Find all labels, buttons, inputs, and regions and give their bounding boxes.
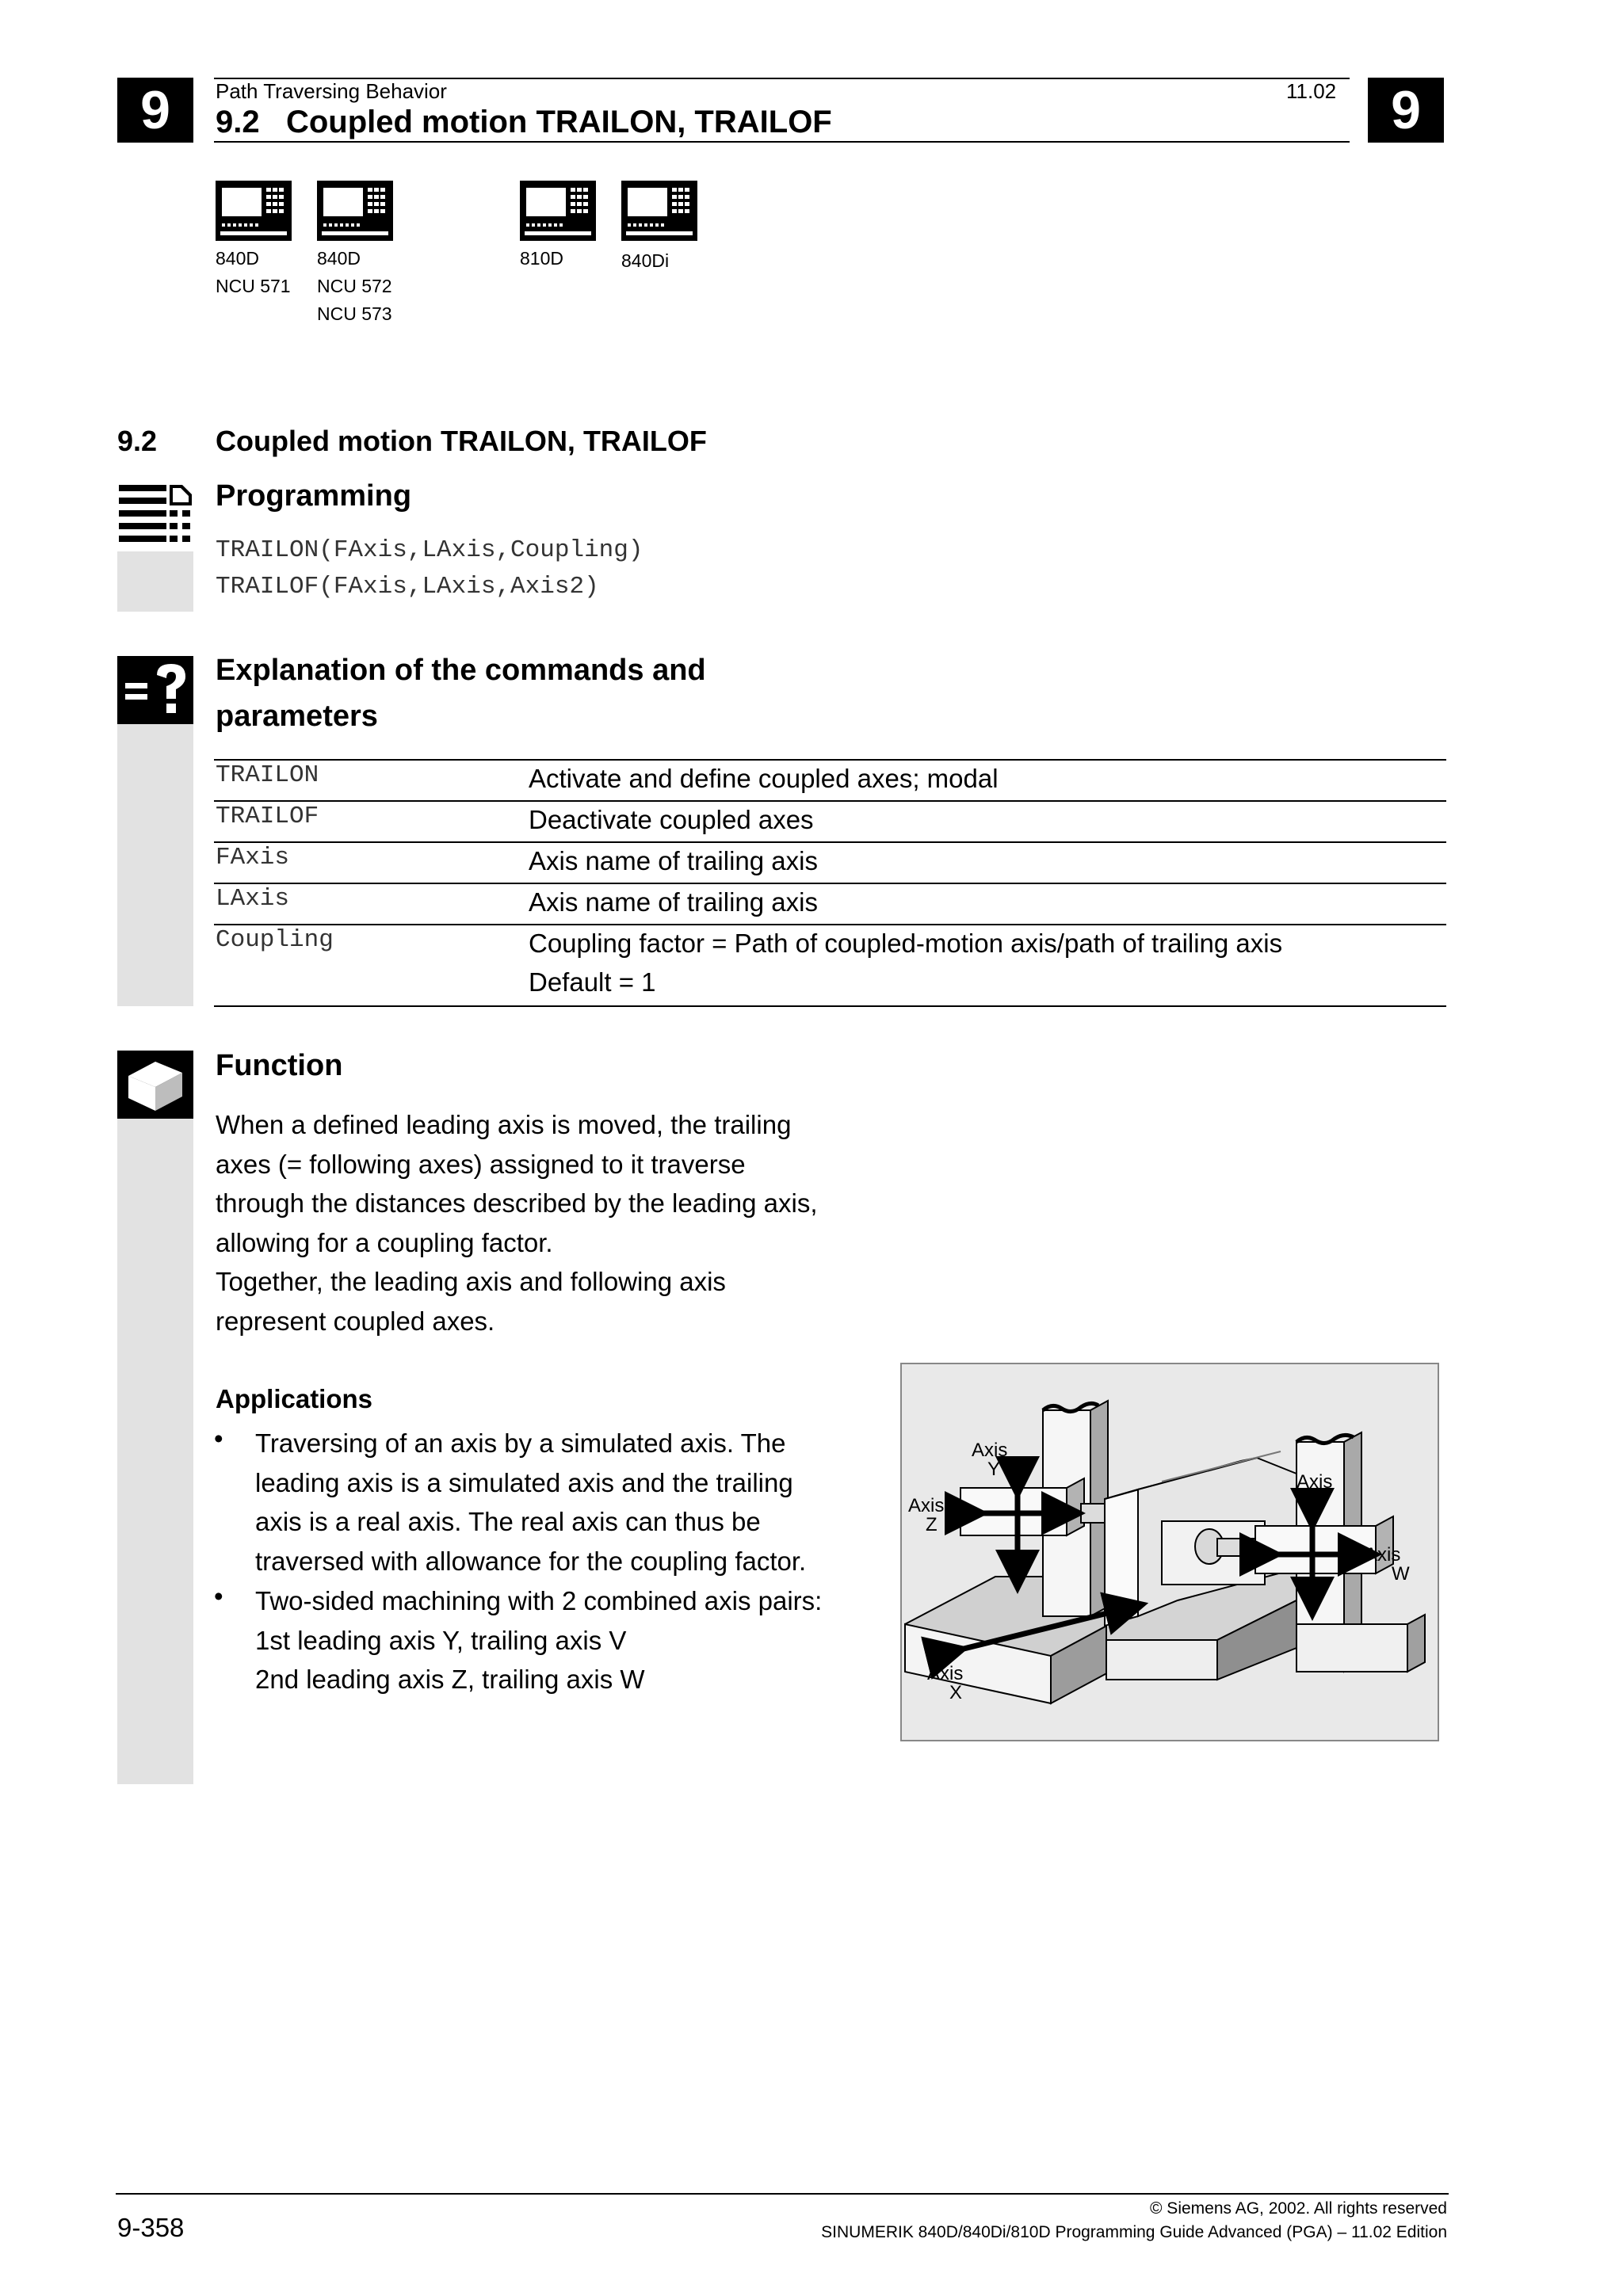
code-line-trailof: TRAILOF(FAxis,LAxis,Axis2) [216, 573, 599, 601]
page-number: 9-358 [117, 2213, 185, 2242]
axis-w-label-word: Axis [1365, 1544, 1401, 1566]
table-desc: Deactivate coupled axes [529, 805, 814, 834]
explanation-heading [216, 647, 706, 739]
explanation-icon [117, 656, 193, 724]
explanation-heading-line2: parameters [216, 700, 378, 733]
coupled-axes-figure [900, 1363, 1439, 1741]
code-line-trailon: TRAILON(FAxis,LAxis,Coupling) [216, 536, 643, 564]
axis-z-label-letter: Z [926, 1514, 938, 1535]
program-listing-icon [117, 482, 193, 551]
application-line: 1st leading axis Y, trailing axis V [255, 1625, 627, 1655]
control-monitor-icon [520, 181, 596, 241]
control-label: 840Di [621, 250, 670, 271]
axis-x-label-word: Axis [927, 1663, 964, 1684]
programming-heading: Programming [216, 479, 412, 513]
table-term: TRAILON [216, 761, 319, 789]
explanation-heading-line1: Explanation of the commands and [216, 654, 706, 687]
page-section-title: 9.2 Coupled motion TRAILON, TRAILOF [216, 105, 832, 139]
function-line: Together, the leading axis and following axis [216, 1267, 726, 1296]
copyright-text: © Siemens AG, 2002. All rights reserved [1150, 2199, 1447, 2218]
table-desc: Axis name of trailing axis [529, 887, 818, 917]
table-desc: Coupling factor = Path of coupled-motion axis/path of trailing axis [529, 929, 1283, 958]
function-line: through the distances described by the leading axis, [216, 1188, 818, 1218]
table-term: TRAILOF [216, 803, 319, 830]
application-line: axis is a real axis. The real axis can thus be [255, 1507, 761, 1536]
running-title: Path Traversing Behavior [216, 79, 447, 103]
table-rule [214, 883, 1446, 884]
footer-rule [116, 2193, 1449, 2195]
axis-v-label-letter: V [1317, 1490, 1331, 1512]
control-monitor-icon [621, 181, 697, 241]
control-label: 810D [520, 248, 563, 269]
function-line: allowing for a coupling factor. [216, 1227, 553, 1257]
right-slide-front [1255, 1526, 1376, 1573]
table-rule [214, 841, 1446, 843]
table-front [1106, 1640, 1217, 1680]
application-line: Two-sided machining with 2 combined axis pairs: [255, 1586, 823, 1615]
axis-x-label-letter: X [949, 1682, 963, 1703]
edition-label: 11.02 [1286, 79, 1337, 103]
right-base-side [1407, 1615, 1425, 1672]
control-label: 840D NCU 571 [216, 248, 291, 296]
chapter-number-right: 9 [1368, 78, 1444, 143]
function-line: axes (= following axes) assigned to it traverse [216, 1149, 746, 1179]
application-line: 2nd leading axis Z, trailing axis W [255, 1665, 645, 1694]
right-base-front [1296, 1624, 1407, 1672]
table-rule [214, 800, 1446, 802]
applications-heading: Applications [216, 1384, 373, 1413]
control-monitor-icon [317, 181, 393, 241]
function-cube-icon [117, 1051, 193, 1119]
application-item [255, 1424, 806, 1581]
bullet-marker: • [214, 1424, 223, 1453]
axis-y-label-word: Axis [972, 1440, 1008, 1461]
axis-v-label-word: Axis [1296, 1471, 1333, 1493]
function-line: When a defined leading axis is moved, the trailing [216, 1110, 792, 1139]
function-heading: Function [216, 1049, 343, 1082]
table-desc: Axis name of trailing axis [529, 846, 818, 875]
axis-y-label-letter: Y [987, 1459, 1001, 1480]
table-desc: Default = 1 [529, 967, 656, 997]
application-line: Traversing of an axis by a simulated axis. The [255, 1428, 786, 1458]
application-item [255, 1581, 822, 1699]
section-heading: Coupled motion TRAILON, TRAILOF [216, 425, 707, 457]
control-label: 840D NCU 572 NCU 573 [317, 248, 392, 324]
table-term: LAxis [216, 885, 290, 913]
axis-z-label-word: Axis [908, 1495, 945, 1516]
control-monitor-icon [216, 181, 292, 241]
axis-w-label-letter: W [1392, 1563, 1410, 1585]
application-line: leading axis is a simulated axis and the trailing [255, 1467, 793, 1497]
section-number: 9.2 [117, 425, 158, 457]
workpiece-front [1105, 1489, 1138, 1626]
table-term: Coupling [216, 926, 334, 954]
function-line: represent coupled axes. [216, 1306, 495, 1336]
table-term: FAxis [216, 844, 290, 871]
table-bottom-rule [214, 1005, 1446, 1007]
bullet-marker: • [214, 1581, 223, 1611]
product-text: SINUMERIK 840D/840Di/810D Programming Guide Advanced (PGA) – 11.02 Edition [821, 2223, 1447, 2241]
header-bottom-rule [214, 141, 1350, 143]
table-desc: Activate and define coupled axes; modal [529, 764, 999, 793]
function-paragraph [216, 1105, 817, 1341]
chapter-number-left: 9 [117, 78, 193, 143]
application-line: traversed with allowance for the coupling factor. [255, 1546, 807, 1576]
sidebar-strip-function [117, 1051, 193, 1784]
